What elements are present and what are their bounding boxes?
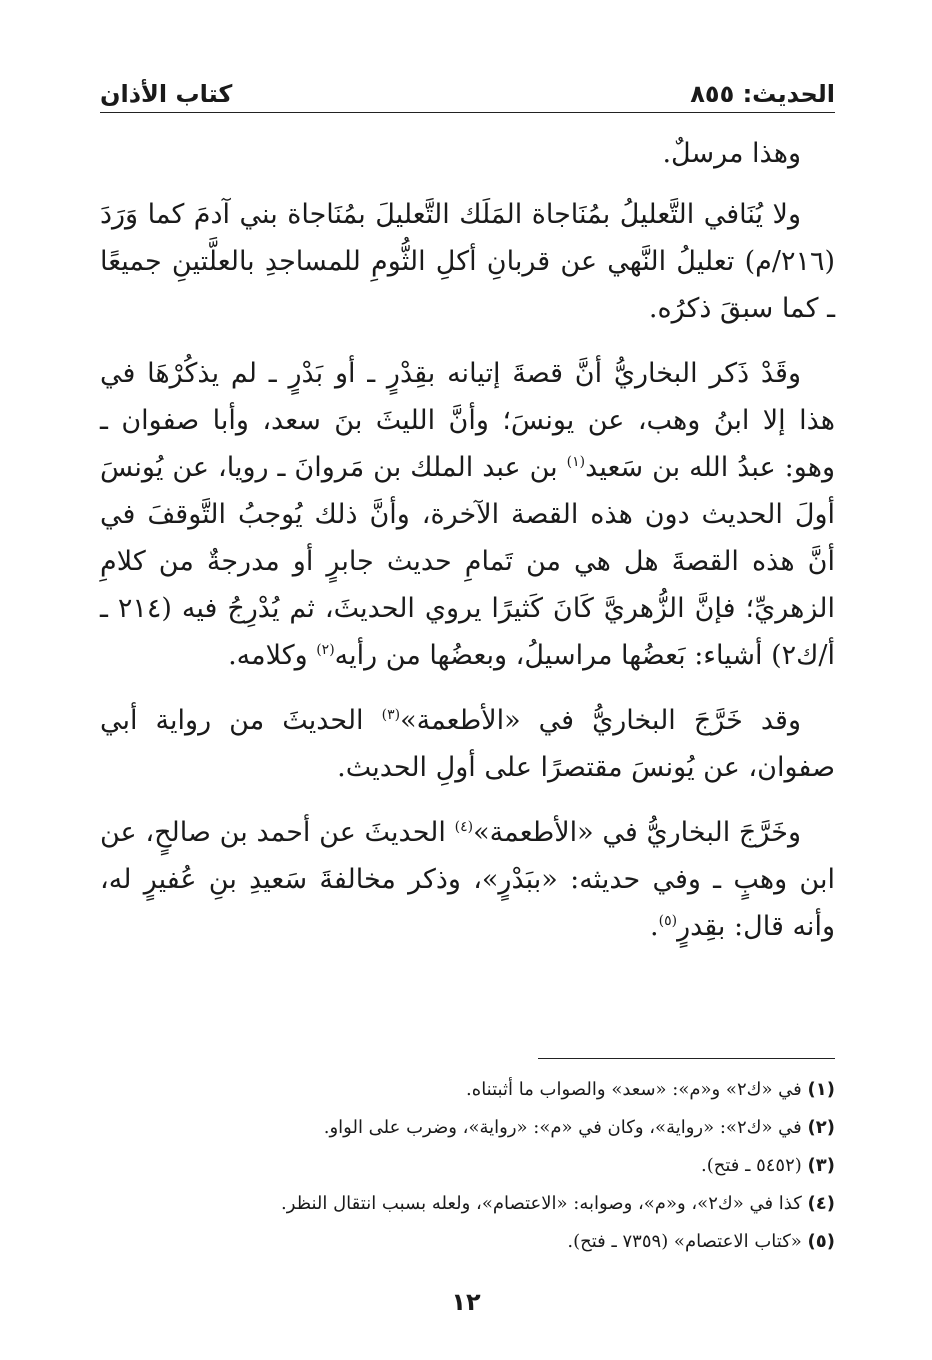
paragraph-text: . [650,911,659,942]
page-number: ١٢ [451,1288,481,1316]
paragraph [100,697,835,791]
footnotes [100,1071,835,1261]
footnote-marker: (٤) [454,819,474,835]
hadith-number-heading: الحديث: ٨٥٥ [690,80,835,108]
footnote-text: في «ك٢»: «رواية»، وكان في «م»: «رواية»، وضرب على الواو. [323,1117,802,1138]
footnote [100,1185,835,1223]
footnote-number: (٢) [807,1117,835,1138]
footnote-text: كذا في «ك٢»، و«م»، وصوابه: «الاعتصام»، ولعله بسبب انتقال النظر. [281,1193,802,1214]
paragraph-text: الحديثَ من رواية أبي صفوان، عن يُونسَ مقتصرًا على أولِ الحديث. [100,705,835,783]
paragraph-text: الحديثَ عن أحمد بن صالحٍ، عن ابن وهبٍ ـ وفي حديثه: «ببَدْرٍ»، وذكر مخالفةَ سَعيدِ بنِ عُفيرٍ له، وأنه قال: بقِدرٍ [100,817,835,942]
footnote [100,1147,835,1185]
footnote-text: (٥٤٥٢ ـ فتح). [700,1155,802,1176]
footnote-separator [538,1058,835,1059]
running-header [100,78,835,113]
footnote [100,1071,835,1109]
footnote-text: «كتاب الاعتصام» (٧٣٥٩ ـ فتح). [567,1231,802,1252]
footnote-number: (٥) [807,1231,835,1252]
footnote-marker: (١) [566,454,586,470]
footnote-number: (٣) [807,1155,835,1176]
footnote-number: (٤) [807,1193,835,1214]
footnote [100,1109,835,1147]
footnote-marker: (٥) [658,913,678,929]
footnote-marker: (٣) [381,707,401,723]
footnote-text: في «ك٢» و«م»: «سعد» والصواب ما أثبتناه. [466,1079,802,1100]
footnote-number: (١) [807,1079,835,1100]
paragraph-text: ولا يُنَافي التَّعليلُ بمُنَاجاة المَلَك التَّعليلَ بمُنَاجاة بني آدمَ كما وَرَدَ (٢١٦/م) تعليلُ النَّهي عن قربانِ أكلِ الثُّومِ للمساجدِ بالعلَّتينِ جميعًا ـ كما سبقَ ذكرُه. [100,199,835,324]
footnote-marker: (٢) [316,642,335,658]
book-title-heading: كتاب الأذان [100,80,233,108]
paragraph-text: وقد خَرَّجَ البخاريُّ في «الأطعمة» [400,705,801,736]
paragraph-text: بن عبد الملك بن مَروانَ ـ رويا، عن يُونسَ أولَ الحديث دون هذه القصة الآخرة، وأنَّ ذلك يُوجبُ التَّوقفَ في أنَّ هذه القصةَ هل هي من تَمامِ حديث جابرٍ أو مدرجةٌ من كلامِ الزهريِّ؛ فإنَّ الزُّهريَّ كَانَ كَثيرًا يروي الحديثَ، ثم يُدْرِجُ فيه (٢١٤ ـ أ/ك٢) أشياء: بَعضُها مراسيلُ، وبعضُها من رأيه [100,452,835,671]
paragraph [100,350,835,679]
main-text [100,130,835,968]
paragraph-text: وخَرَّجَ البخاريُّ في «الأطعمة» [473,817,801,848]
paragraph-text: وكلامه. [228,640,317,671]
paragraph [100,191,835,332]
paragraph [100,130,835,177]
paragraph [100,809,835,950]
paragraph-text: وهذا مرسلٌ. [662,138,801,169]
footnote [100,1223,835,1261]
paragraph-text: وقَدْ ذَكر البخاريُّ أنَّ قصةَ إتيانه بقِدْرٍ ـ أو بَدْرٍ ـ لم يذكُرْهَا في هذا إلا ابنُ وهب، عن يونسَ؛ وأنَّ الليثَ بنَ سعد، وأبا صفوان ـ وهو: عبدُ الله بن سَعيد [100,358,835,483]
